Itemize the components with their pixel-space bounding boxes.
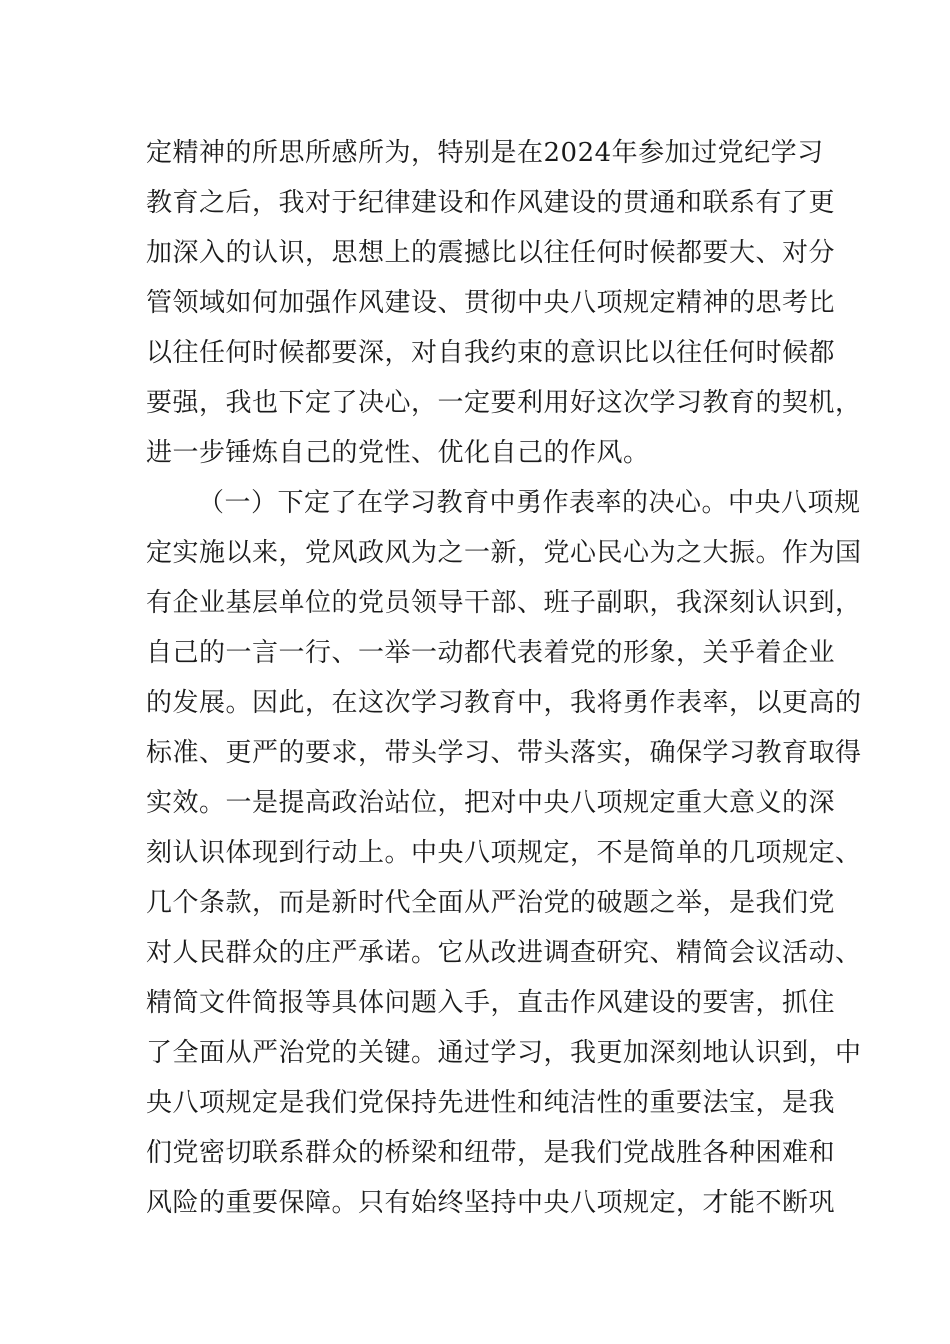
text-line: 定实施以来，党风政风为之一新，党心民心为之大振。作为国	[146, 538, 862, 568]
text-line: 们党密切联系群众的桥梁和纽带，是我们党战胜各种困难和	[146, 1138, 836, 1168]
text-line: 的发展。因此，在这次学习教育中，我将勇作表率，以更高的	[146, 688, 862, 718]
text-line: 加深入的认识，思想上的震撼比以往任何时候都要大、对分	[146, 238, 836, 268]
text-line: 对人民群众的庄严承诺。它从改进调查研究、精简会议活动、	[146, 938, 862, 968]
text-line: 精简文件简报等具体问题入手，直击作风建设的要害，抓住	[146, 988, 836, 1018]
text-line: 自己的一言一行、一举一动都代表着党的形象，关乎着企业	[146, 638, 836, 668]
text-line: 以往任何时候都要深，对自我约束的意识比以往任何时候都	[146, 338, 836, 368]
text-line: 几个条款，而是新时代全面从严治党的破题之举，是我们党	[146, 888, 836, 918]
text-line: 要强，我也下定了决心，一定要利用好这次学习教育的契机，	[146, 388, 862, 418]
text-line: 进一步锤炼自己的党性、优化自己的作风。	[146, 438, 650, 468]
text-line: 教育之后，我对于纪律建设和作风建设的贯通和联系有了更	[146, 188, 836, 218]
text-line: 央八项规定是我们党保持先进性和纯洁性的重要法宝，是我	[146, 1088, 836, 1118]
section-heading-line: （一）下定了在学习教育中勇作表率的决心。中央八项规	[198, 488, 861, 518]
text-line: 标准、更严的要求，带头学习、带头落实，确保学习教育取得	[146, 738, 862, 768]
text-line: 定精神的所思所感所为，特别是在2024年参加过党纪学习	[146, 138, 824, 168]
text-line: 有企业基层单位的党员领导干部、班子副职，我深刻认识到，	[146, 588, 862, 618]
text-line: 实效。一是提高政治站位，把对中央八项规定重大意义的深	[146, 788, 836, 818]
text-line: 刻认识体现到行动上。中央八项规定，不是简单的几项规定、	[146, 838, 862, 868]
text-line: 了全面从严治党的关键。通过学习，我更加深刻地认识到，中	[146, 1038, 862, 1068]
body-text	[146, 128, 862, 1228]
text-line: 管领域如何加强作风建设、贯彻中央八项规定精神的思考比	[146, 288, 836, 318]
text-line: 风险的重要保障。只有始终坚持中央八项规定，才能不断巩	[146, 1188, 836, 1218]
